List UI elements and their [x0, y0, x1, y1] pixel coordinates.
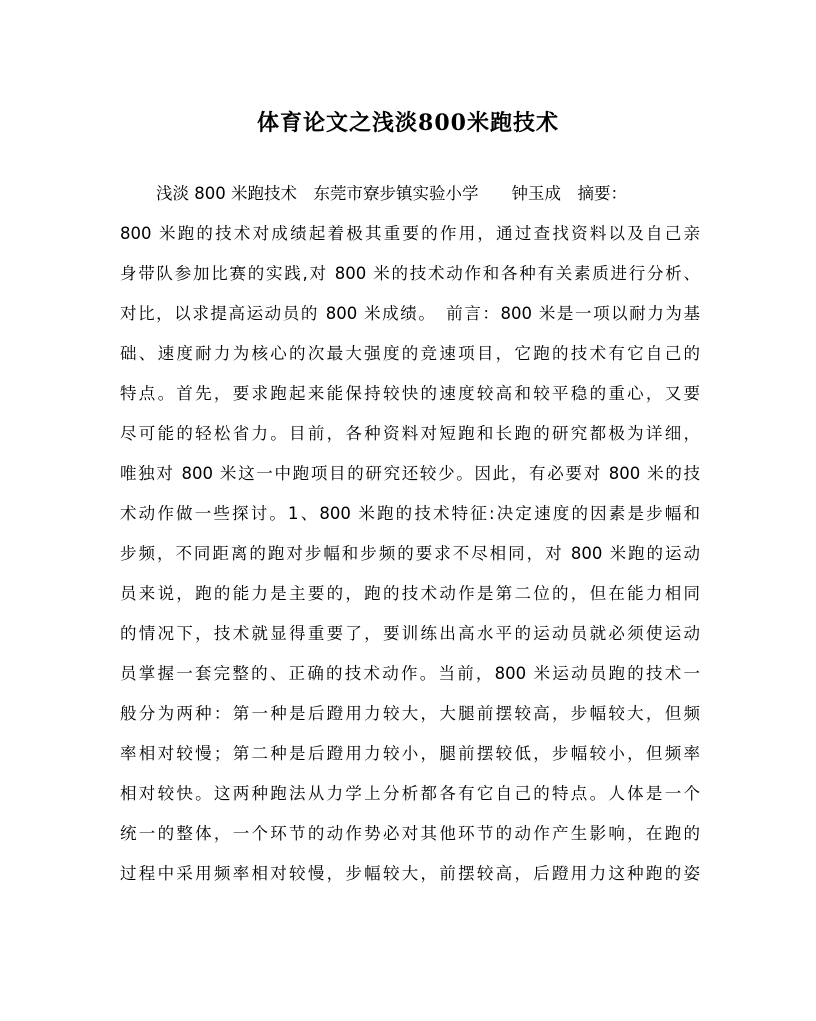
body-line: 相对较快。这两种跑法从力学上分析都各有它自己的特点。人体是一个 [120, 784, 700, 803]
body-line: 员掌握一套完整的、正确的技术动作。当前，800 米运动员跑的技术一 [120, 664, 700, 683]
body-line: 员来说，跑的能力是主要的，跑的技术动作是第二位的，但在能力相同 [120, 584, 700, 603]
body-line: 800 米跑的技术对成绩起着极其重要的作用，通过查找资料以及自己亲 [120, 224, 700, 243]
document-body [120, 174, 700, 894]
body-line: 特点。首先，要求跑起来能保持较快的速度较高和较平稳的重心，又要 [120, 384, 700, 403]
body-line: 步频，不同距离的跑对步幅和步频的要求不尽相同，对 800 米跑的运动 [120, 544, 700, 563]
body-line: 础、速度耐力为核心的次最大强度的竞速项目，它跑的技术有它自己的 [120, 344, 700, 363]
body-line: 术动作做一些探讨。1、800 米跑的技术特征:决定速度的因素是步幅和 [120, 504, 700, 523]
body-line: 的情况下，技术就显得重要了，要训练出高水平的运动员就必须使运动 [120, 624, 700, 643]
body-line: 统一的整体，一个环节的动作势必对其他环节的动作产生影响，在跑的 [120, 824, 700, 843]
body-line: 唯独对 800 米这一中跑项目的研究还较少。因此，有必要对 800 米的技 [120, 464, 700, 483]
body-line: 般分为两种：第一种是后蹬用力较大，大腿前摆较高，步幅较大，但频 [120, 704, 700, 723]
body-line: 浅淡 800 米跑技术 东莞市寮步镇实验小学 钟玉成 摘要： [156, 184, 627, 203]
body-line: 过程中采用频率相对较慢，步幅较大，前摆较高，后蹬用力这种跑的姿 [120, 864, 700, 883]
body-line: 尽可能的轻松省力。目前，各种资料对短跑和长跑的研究都极为详细， [120, 424, 700, 443]
document-title: 体育论文之浅淡800米跑技术 [257, 110, 559, 136]
body-line: 身带队参加比赛的实践,对 800 米的技术动作和各种有关素质进行分析、 [120, 264, 700, 283]
body-line: 率相对较慢；第二种是后蹬用力较小，腿前摆较低，步幅较小，但频率 [120, 744, 700, 763]
body-line: 对比，以求提高运动员的 800 米成绩。 前言：800 米是一项以耐力为基 [120, 304, 700, 323]
